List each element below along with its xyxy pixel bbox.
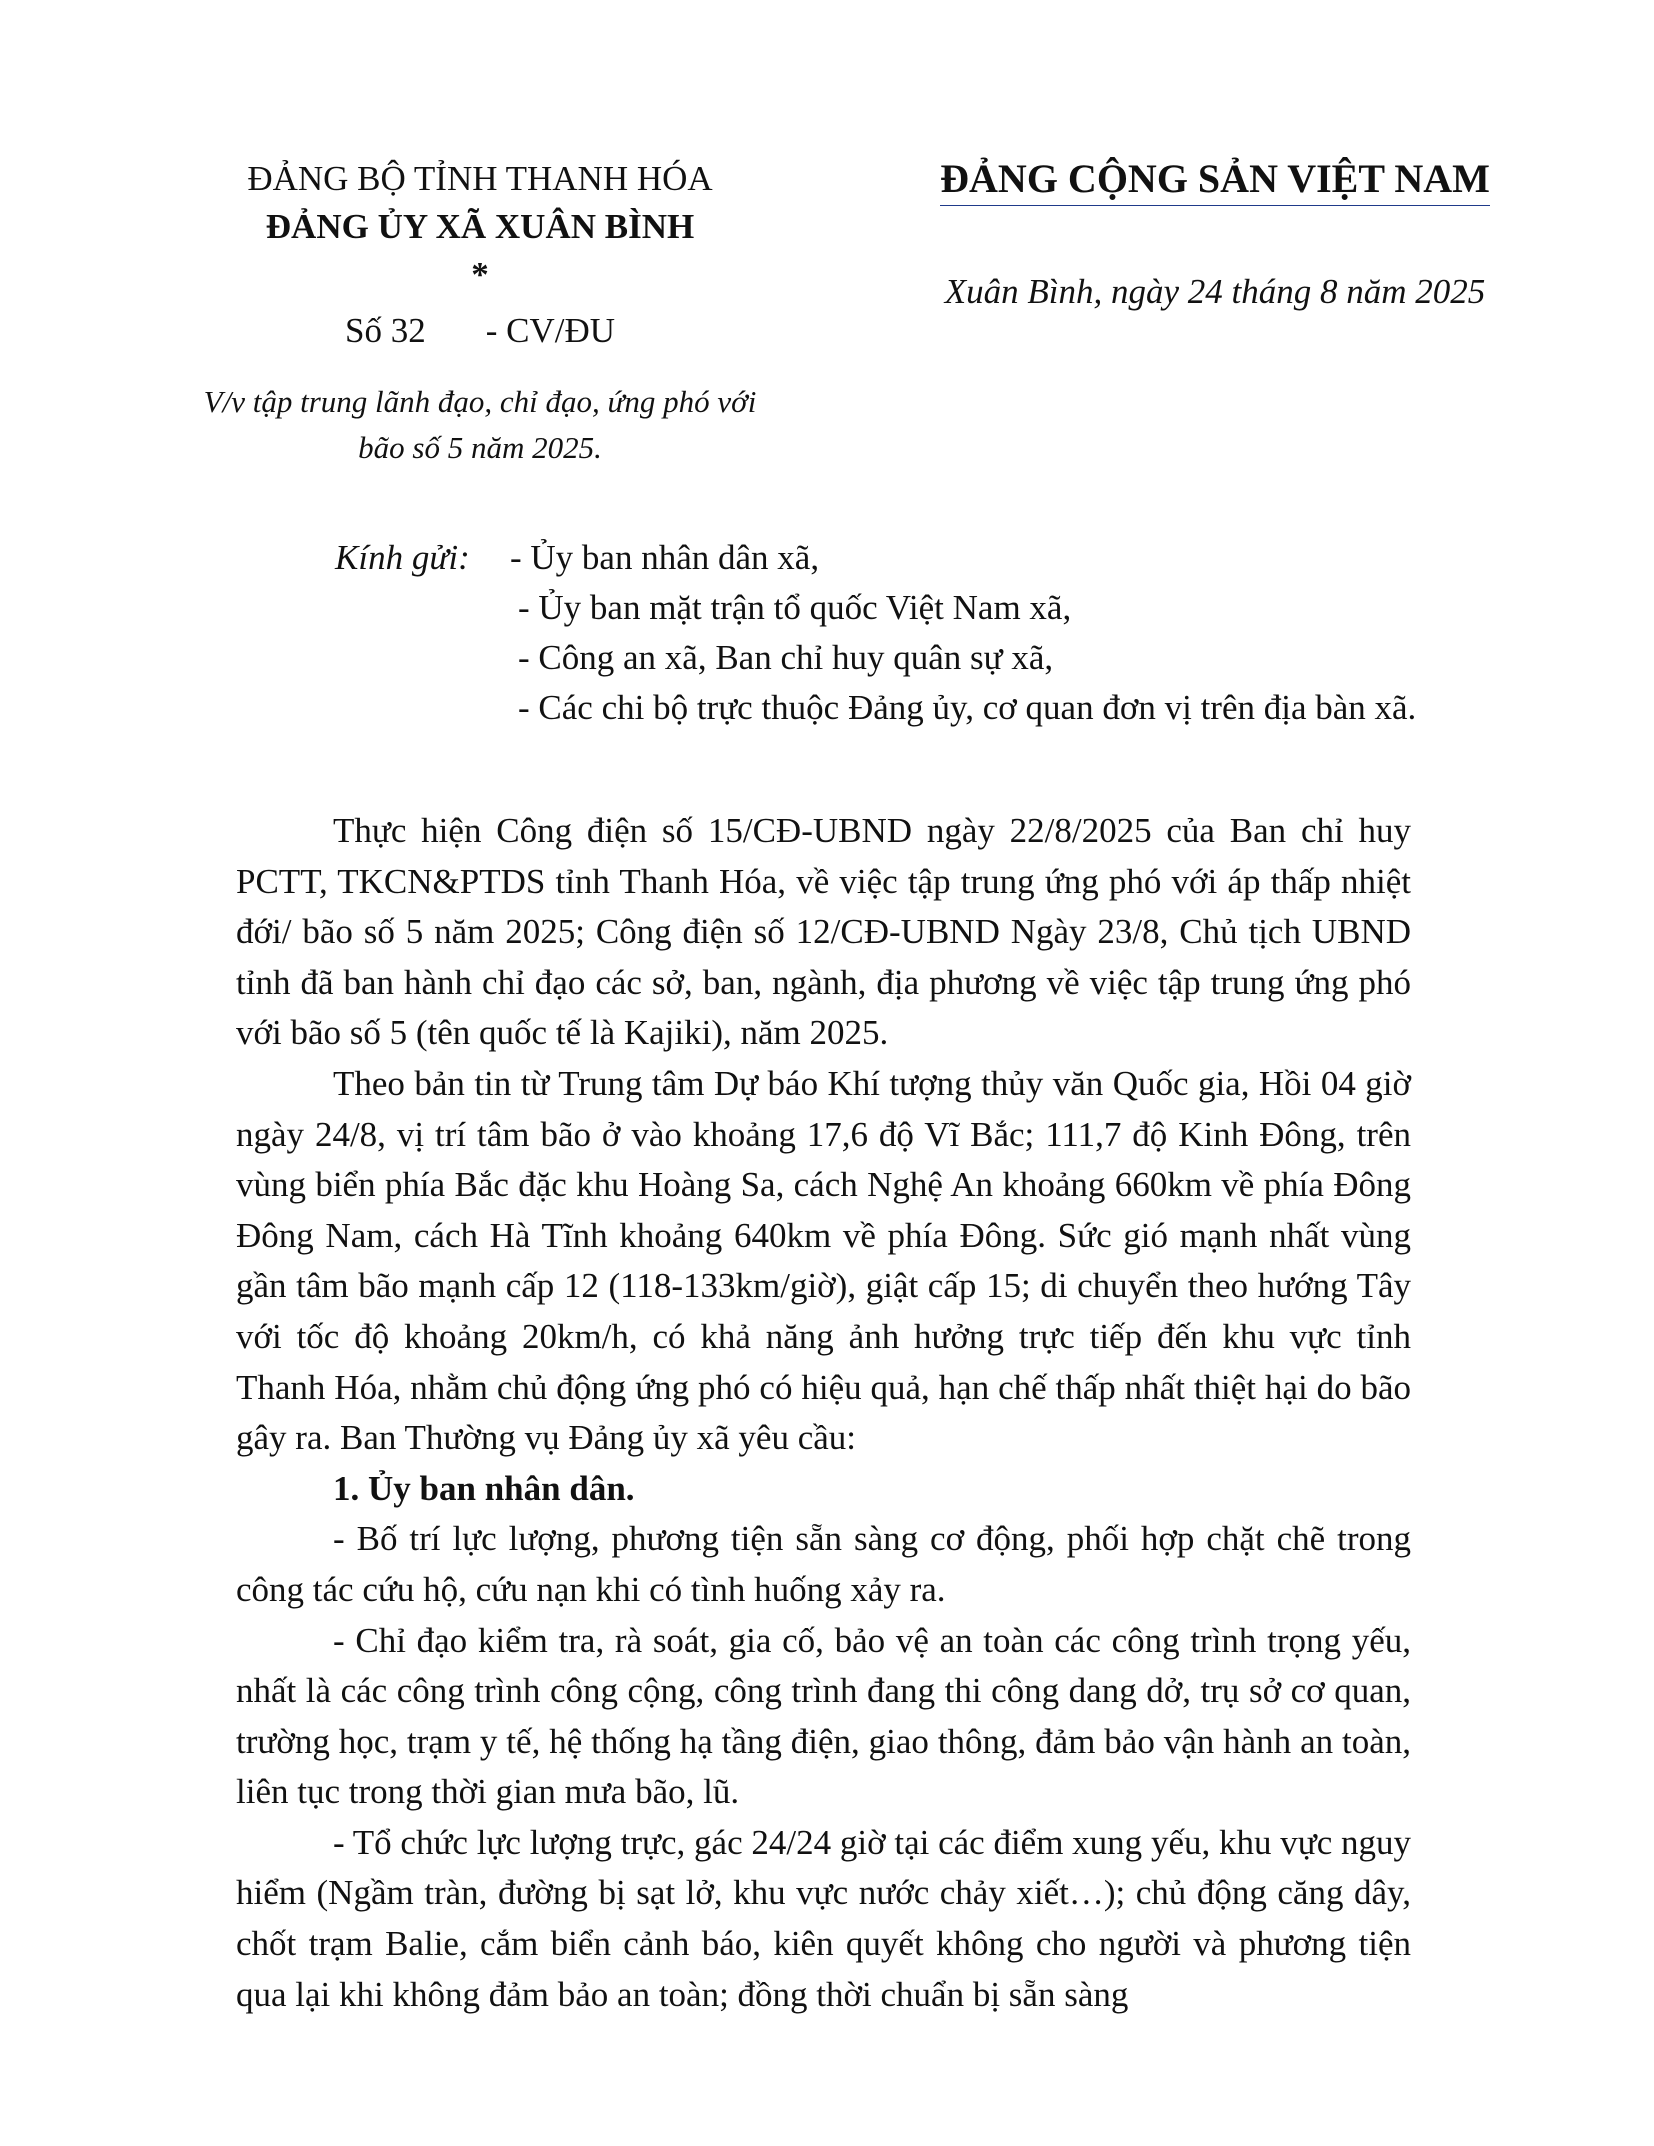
recipients-label: Kính gửi: — [335, 538, 470, 577]
recipient-row — [335, 533, 1615, 583]
document-subject — [180, 379, 780, 471]
recipient-item: - Công an xã, Ban chỉ huy quân sự xã, — [518, 638, 1054, 677]
recipient-item: - Các chi bộ trực thuộc Đảng ủy, cơ quan đơn vị trên địa bàn xã. — [518, 688, 1417, 727]
body-list-item: - Chỉ đạo kiểm tra, rà soát, gia cố, bảo vệ an toàn các công trình trọng yếu, nhất là các công trình công cộng, công trình đang thi công dang dở, trụ sở cơ quan, trường học, trạm y tế, hệ thống hạ tầng điện, giao thông, đảm bảo vận hành an toàn, liên tục trong thời gian mưa bão, lũ. — [236, 1620, 1411, 1812]
issuing-organization: ĐẢNG ỦY XÃ XUÂN BÌNH — [265, 207, 695, 246]
body-paragraph: Theo bản tin từ Trung tâm Dự báo Khí tượng thủy văn Quốc gia, Hồi 04 giờ ngày 24/8, vị trí tâm bão ở vào khoảng 17,6 độ Vĩ Bắc; 111,7 độ Kinh Đông, trên vùng biển phía Bắc đặc khu Hoàng Sa, cách Nghệ An khoảng 660km về phía Đông Đông Nam, cách Hà Tĩnh khoảng 640km về phía Đông. Sức gió mạnh nhất vùng gần tâm bão mạnh cấp 12 (118-133km/giờ), giật cấp 15; di chuyển theo hướng Tây với tốc độ khoảng 20km/h, có khả năng ảnh hưởng trực tiếp đến khu vực tỉnh Thanh Hóa, nhằm chủ động ứng phó có hiệu quả, hạn chế thấp nhất thiệt hại do bão gây ra. Ban Thường vụ Đảng ủy xã yêu cầu: — [236, 1063, 1411, 1458]
document-body — [236, 806, 1411, 2020]
recipient-row — [335, 683, 1615, 733]
place-and-date: Xuân Bình, ngày 24 tháng 8 năm 2025 — [944, 272, 1486, 311]
subject-line-2: bão số 5 năm 2025. — [358, 430, 602, 465]
section-heading: 1. Ủy ban nhân dân. — [333, 1468, 635, 1508]
recipients-block — [335, 533, 1615, 733]
issuer-header — [180, 155, 780, 471]
document-number-suffix: - CV/ĐU — [485, 311, 616, 350]
document-number-prefix: Số 32 — [344, 311, 426, 350]
body-paragraph: Thực hiện Công điện số 15/CĐ-UBND ngày 22/8/2025 của Ban chỉ huy PCTT, TKCN&PTDS tỉnh Thanh Hóa, về việc tập trung ứng phó với áp thấp nhiệt đới/ bão số 5 năm 2025; Công điện số 12/CĐ-UBND Ngày 23/8, Chủ tịch UBND tỉnh đã ban hành chỉ đạo các sở, ban, ngành, địa phương về việc tập trung ứng phó với bão số 5 (tên quốc tế là Kajiki), năm 2025. — [236, 811, 1411, 1053]
recipient-row — [335, 633, 1615, 683]
recipient-item: - Ủy ban nhân dân xã, — [510, 538, 820, 577]
national-header — [860, 155, 1570, 316]
document-number — [180, 303, 780, 359]
recipient-item: - Ủy ban mặt trận tổ quốc Việt Nam xã, — [518, 588, 1072, 627]
party-name: ĐẢNG CỘNG SẢN VIỆT NAM — [940, 155, 1490, 206]
separator-star: * — [471, 255, 489, 294]
body-list-item: - Bố trí lực lượng, phương tiện sẵn sàng cơ động, phối hợp chặt chẽ trong công tác cứu hộ, cứu nạn khi có tình huống xảy ra. — [236, 1519, 1411, 1609]
subject-line-1: V/v tập trung lãnh đạo, chỉ đạo, ứng phó với — [203, 384, 757, 419]
body-list-item: - Tổ chức lực lượng trực, gác 24/24 giờ tại các điểm xung yếu, khu vực nguy hiểm (Ngầm tràn, đường bị sạt lở, khu vực nước chảy xiết…); chủ động căng dây, chốt trạm Balie, cắm biển cảnh báo, kiên quyết không cho người và phương tiện qua lại khi không đảm bảo an toàn; đồng thời chuẩn bị sẵn sàng — [236, 1822, 1411, 2014]
parent-organization: ĐẢNG BỘ TỈNH THANH HÓA — [247, 159, 713, 198]
recipient-row — [335, 583, 1615, 633]
